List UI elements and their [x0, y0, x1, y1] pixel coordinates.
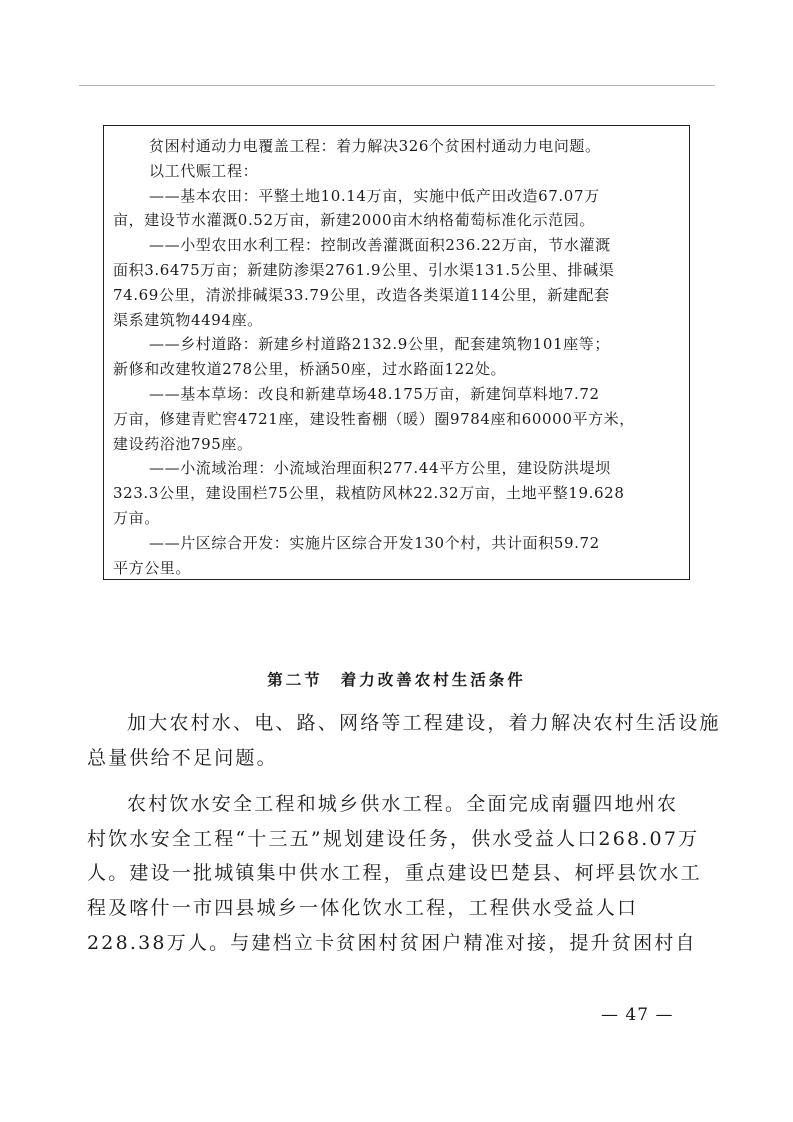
box-line: 74.69公里，清淤排碱渠33.79公里，改造各类渠道114公里，新建配套: [113, 285, 610, 304]
box-line: 贫困村通动力电覆盖工程：着力解决326个贫困村通动力电问题。: [149, 137, 601, 155]
page-number: — 47 —: [601, 1005, 674, 1025]
box-line: ——基本农田：平整土地10.14万亩，实施中低产田改造67.07万: [149, 186, 600, 205]
paragraph-spacer: [87, 775, 707, 787]
box-line: ——基本草场：改良和新建草场48.175万亩，新建饲草料地7.72: [149, 384, 600, 403]
box-line: 平方公里。: [113, 558, 192, 577]
box-line: 建设药浴池795座。: [113, 434, 253, 453]
box-line: 万亩。: [113, 508, 160, 527]
body-text: [87, 706, 721, 960]
box-line: 渠系建筑物4494座。: [113, 310, 263, 329]
box-line: 万亩，修建青贮窖4721座，建设牲畜棚（暖）圈9784座和60000平方米，: [113, 409, 635, 428]
paragraph-line: 程及喀什一市四县城乡一体化饮水工程，工程供水受益人口: [87, 896, 639, 919]
box-line: 新修和改建牧道278公里，桥涵50座，过水路面122处。: [113, 360, 507, 379]
box-line: ——片区综合开发：实施片区综合开发130个村，共计面积59.72: [149, 533, 600, 552]
paragraph-line: 村饮水安全工程“十三五”规划建设任务，供水受益人口268.07万: [87, 827, 700, 850]
header-rule: [79, 85, 715, 86]
section-number: 第二节: [267, 670, 323, 689]
section-heading: [0, 668, 793, 690]
paragraph-line: 人。建设一批城镇集中供水工程，重点建设巴楚县、柯坪县饮水工: [87, 862, 702, 885]
paragraph-line: 总量供给不足问题。: [87, 746, 278, 769]
paragraph-line: 农村饮水安全工程和城乡供水工程。全面完成南疆四地州农: [127, 793, 679, 816]
box-line: 以工代赈工程：: [149, 161, 259, 180]
box-line: 323.3公里，建设围栏75公里，栽植防风林22.32万亩，土地平整19.628: [113, 484, 625, 503]
box-line: ——小型农田水利工程：控制改善灌溉面积236.22万亩，节水灌溉: [149, 236, 611, 255]
box-line: 面积3.6475万亩；新建防渗渠2761.9公里、引水渠131.5公里、排碱渠: [113, 260, 615, 279]
box-line: ——乡村道路：新建乡村道路2132.9公里，配套建筑物101座等；: [149, 335, 610, 354]
box-line: 亩，建设节水灌溉0.52万亩，新建2000亩木纳格葡萄标准化示范园。: [113, 211, 595, 230]
paragraph-line: 228.38万人。与建档立卡贫困村贫困户精准对接，提升贫困村自: [87, 931, 697, 954]
section-title: 着力改善农村生活条件: [340, 670, 526, 689]
bordered-text-box: [103, 125, 690, 580]
box-line: ——小流域治理：小流域治理面积277.44平方公里，建设防洪堤坝: [149, 459, 611, 478]
paragraph-line: 加大农村水、电、路、网络等工程建设，着力解决农村生活设施: [127, 712, 721, 734]
